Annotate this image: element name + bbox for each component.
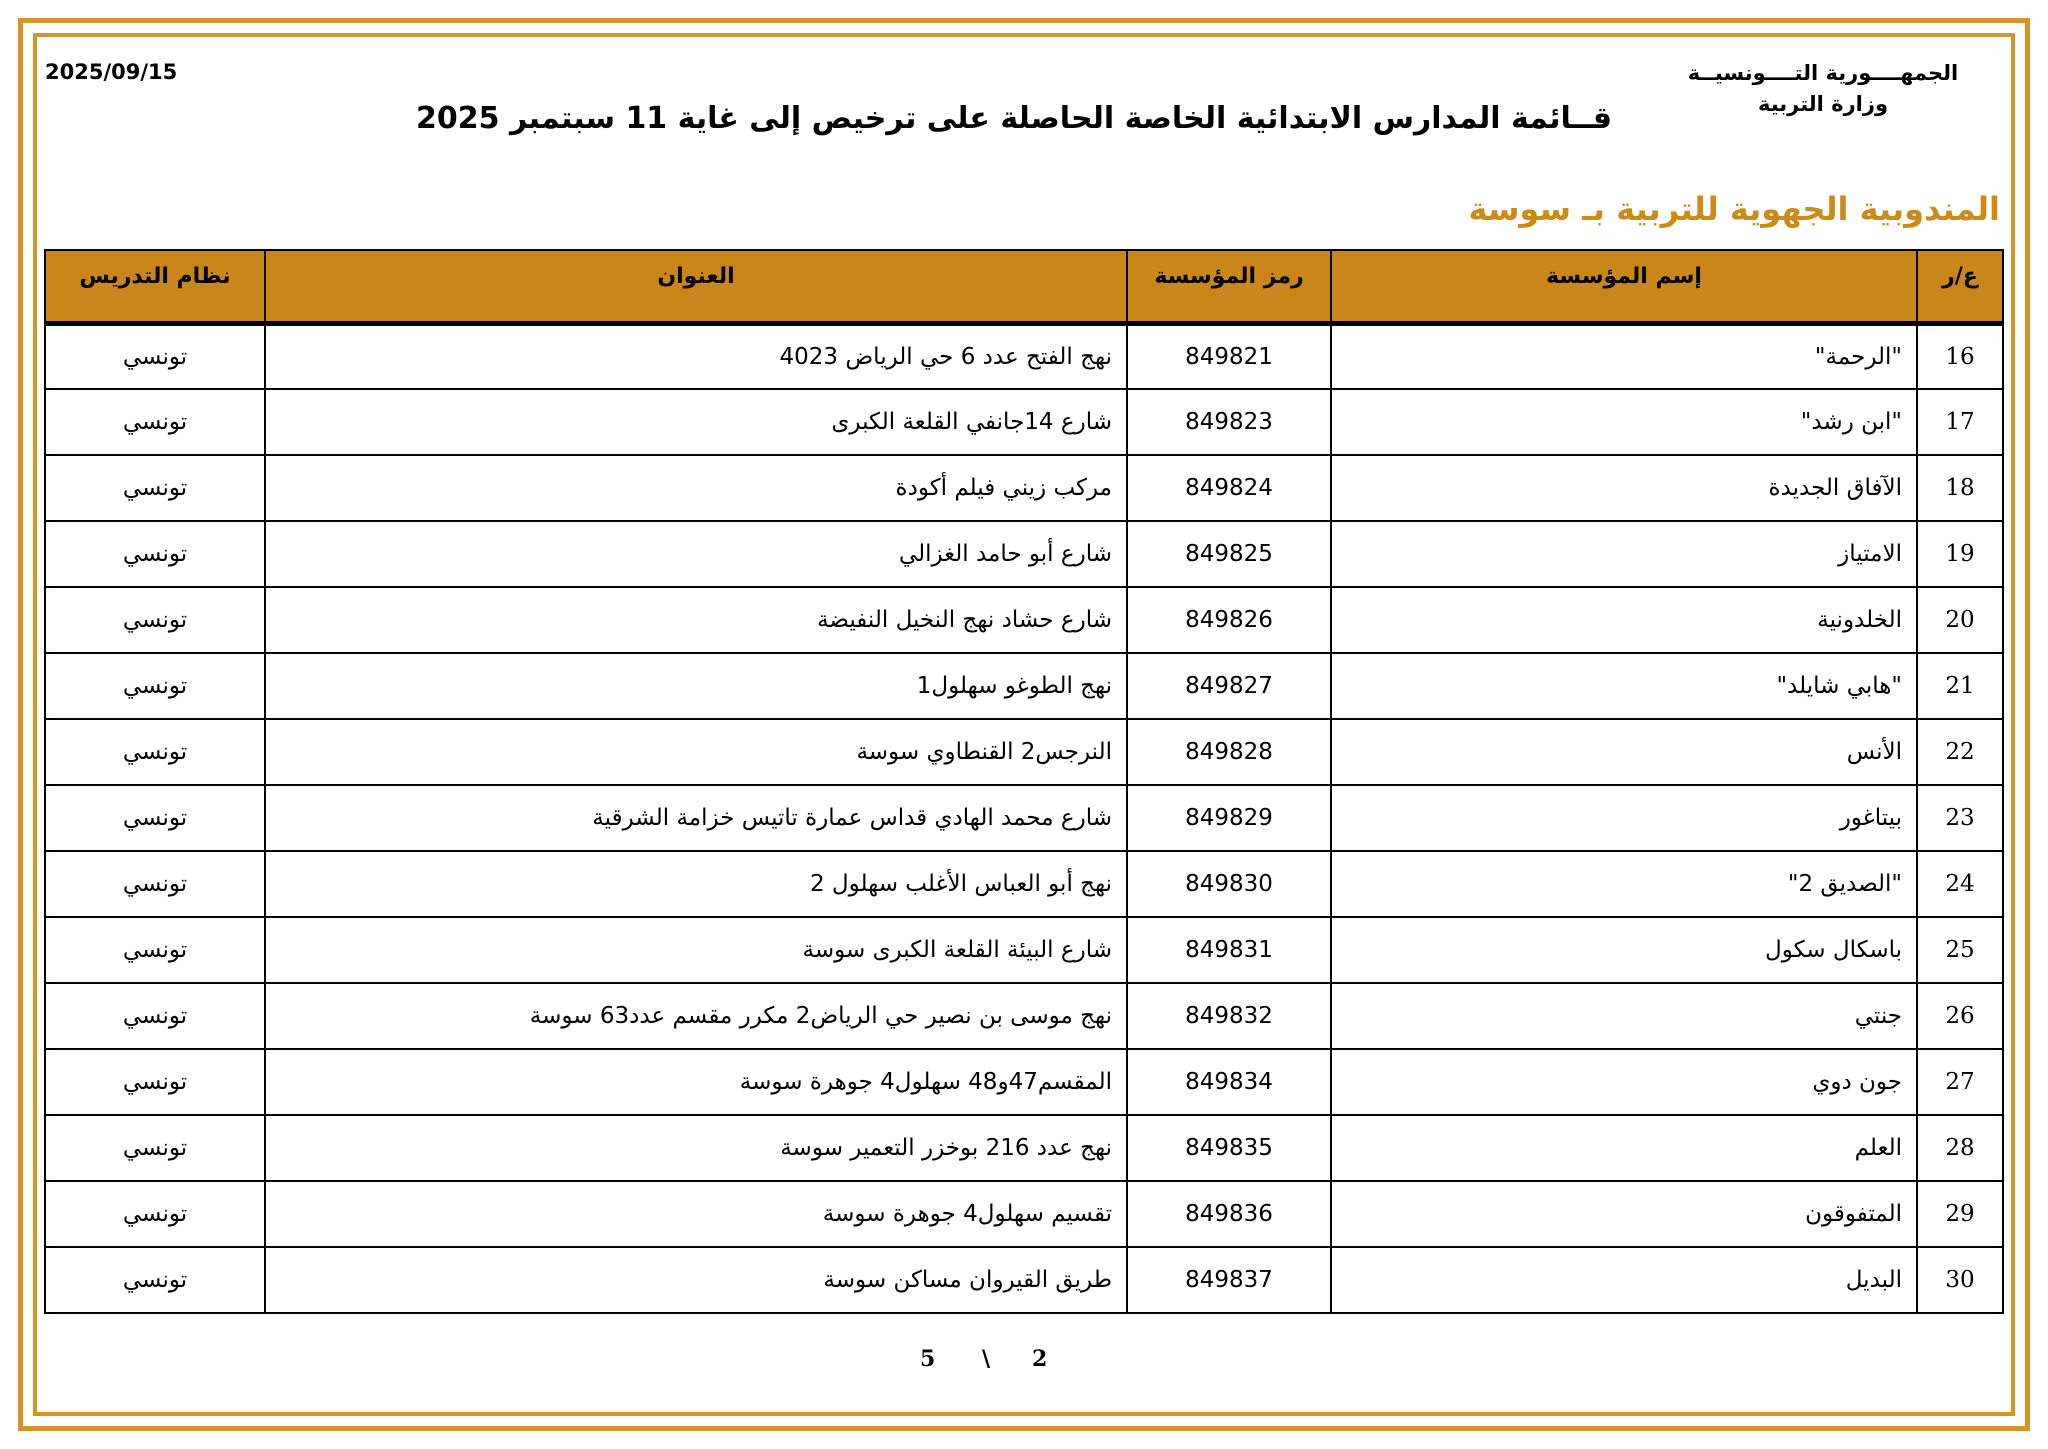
- table-row: [45, 851, 2003, 917]
- cell-system: تونسي: [45, 1049, 265, 1115]
- cell-name: الآفاق الجديدة: [1331, 455, 1917, 521]
- cell-code: 849830: [1127, 851, 1331, 917]
- cell-num: 28: [1917, 1115, 2003, 1181]
- cell-address: مركب زيني فيلم أكودة: [265, 455, 1127, 521]
- column-header-code: رمز المؤسسة: [1127, 250, 1331, 323]
- cell-code: 849827: [1127, 653, 1331, 719]
- table-row: [45, 323, 2003, 389]
- page-separator: \: [982, 1346, 991, 1372]
- cell-system: تونسي: [45, 1181, 265, 1247]
- table-row: [45, 1181, 2003, 1247]
- cell-system: تونسي: [45, 455, 265, 521]
- cell-name: بيتاغور: [1331, 785, 1917, 851]
- page-number: [900, 1346, 1100, 1376]
- table-row: [45, 653, 2003, 719]
- column-header-address: العنوان: [265, 250, 1127, 323]
- cell-name: جنتي: [1331, 983, 1917, 1049]
- cell-name: "الرحمة": [1331, 323, 1917, 389]
- cell-system: تونسي: [45, 851, 265, 917]
- cell-name: "هابي شايلد": [1331, 653, 1917, 719]
- cell-code: 849832: [1127, 983, 1331, 1049]
- cell-system: تونسي: [45, 1115, 265, 1181]
- cell-code: 849821: [1127, 323, 1331, 389]
- cell-name: "ابن رشد": [1331, 389, 1917, 455]
- table-row: [45, 1049, 2003, 1115]
- cell-system: تونسي: [45, 917, 265, 983]
- cell-num: 24: [1917, 851, 2003, 917]
- cell-address: نهج أبو العباس الأغلب سهلول 2: [265, 851, 1127, 917]
- cell-system: تونسي: [45, 719, 265, 785]
- cell-address: طريق القيروان مساكن سوسة: [265, 1247, 1127, 1313]
- cell-address: نهج عدد 216 بوخزر التعمير سوسة: [265, 1115, 1127, 1181]
- cell-name: الخلدونية: [1331, 587, 1917, 653]
- cell-address: شارع حشاد نهج النخيل النفيضة: [265, 587, 1127, 653]
- cell-code: 849828: [1127, 719, 1331, 785]
- cell-address: شارع أبو حامد الغزالي: [265, 521, 1127, 587]
- cell-system: تونسي: [45, 653, 265, 719]
- cell-code: 849835: [1127, 1115, 1331, 1181]
- cell-system: تونسي: [45, 785, 265, 851]
- column-header-name: إسم المؤسسة: [1331, 250, 1917, 323]
- cell-num: 16: [1917, 323, 2003, 389]
- column-header-system: نظام التدريس: [45, 250, 265, 323]
- cell-code: 849831: [1127, 917, 1331, 983]
- cell-code: 849829: [1127, 785, 1331, 851]
- region-heading: المندوبية الجهوية للتربية بـ سوسة: [1468, 190, 2000, 228]
- cell-code: 849826: [1127, 587, 1331, 653]
- cell-name: المتفوقون: [1331, 1181, 1917, 1247]
- table-row: [45, 389, 2003, 455]
- cell-system: تونسي: [45, 389, 265, 455]
- table-row: [45, 719, 2003, 785]
- cell-system: تونسي: [45, 983, 265, 1049]
- page-total: 5: [920, 1346, 936, 1372]
- table-row: [45, 587, 2003, 653]
- cell-code: 849834: [1127, 1049, 1331, 1115]
- table-row: [45, 521, 2003, 587]
- cell-system: تونسي: [45, 587, 265, 653]
- ministry-name: وزارة التربية: [1757, 92, 1889, 116]
- cell-name: الأنس: [1331, 719, 1917, 785]
- cell-name: العلم: [1331, 1115, 1917, 1181]
- cell-name: "الصديق 2": [1331, 851, 1917, 917]
- cell-num: 17: [1917, 389, 2003, 455]
- cell-name: باسكال سكول: [1331, 917, 1917, 983]
- cell-address: نهج الطوغو سهلول1: [265, 653, 1127, 719]
- cell-system: تونسي: [45, 521, 265, 587]
- table-row: [45, 785, 2003, 851]
- cell-num: 20: [1917, 587, 2003, 653]
- cell-num: 27: [1917, 1049, 2003, 1115]
- cell-system: تونسي: [45, 323, 265, 389]
- document-title: قــائمة المدارس الابتدائية الخاصة الحاصلة على ترخيص إلى غاية 11 سبتمبر 2025: [416, 101, 1612, 136]
- document-date: 2025/09/15: [45, 60, 178, 84]
- table-row: [45, 1115, 2003, 1181]
- cell-num: 21: [1917, 653, 2003, 719]
- column-header-num: ع/ر: [1917, 250, 2003, 323]
- cell-num: 26: [1917, 983, 2003, 1049]
- cell-num: 18: [1917, 455, 2003, 521]
- cell-address: شارع محمد الهادي قداس عمارة تاتيس خزامة الشرقية: [265, 785, 1127, 851]
- cell-num: 22: [1917, 719, 2003, 785]
- cell-address: النرجس2 القنطاوي سوسة: [265, 719, 1127, 785]
- cell-code: 849836: [1127, 1181, 1331, 1247]
- cell-name: الامتياز: [1331, 521, 1917, 587]
- cell-address: شارع البيئة القلعة الكبرى سوسة: [265, 917, 1127, 983]
- table-row: [45, 917, 2003, 983]
- cell-name: البديل: [1331, 1247, 1917, 1313]
- cell-code: 849825: [1127, 521, 1331, 587]
- cell-num: 30: [1917, 1247, 2003, 1313]
- cell-address: شارع 14جانفي القلعة الكبرى: [265, 389, 1127, 455]
- republic-name: الجمهــــورية التــــونسيــة: [1687, 61, 1959, 85]
- cell-num: 19: [1917, 521, 2003, 587]
- cell-num: 23: [1917, 785, 2003, 851]
- cell-name: جون دوي: [1331, 1049, 1917, 1115]
- table-row: [45, 1247, 2003, 1313]
- schools-table: [44, 249, 2004, 1314]
- table-row: [45, 455, 2003, 521]
- page-current: 2: [1032, 1346, 1048, 1372]
- cell-system: تونسي: [45, 1247, 265, 1313]
- cell-num: 25: [1917, 917, 2003, 983]
- table-row: [45, 983, 2003, 1049]
- cell-address: نهج الفتح عدد 6 حي الرياض 4023: [265, 323, 1127, 389]
- cell-num: 29: [1917, 1181, 2003, 1247]
- cell-code: 849837: [1127, 1247, 1331, 1313]
- cell-address: تقسيم سهلول4 جوهرة سوسة: [265, 1181, 1127, 1247]
- cell-address: نهج موسى بن نصير حي الرياض2 مكرر مقسم عدد63 سوسة: [265, 983, 1127, 1049]
- cell-code: 849824: [1127, 455, 1331, 521]
- table-header-row: [45, 250, 2003, 323]
- cell-code: 849823: [1127, 389, 1331, 455]
- cell-address: المقسم47و48 سهلول4 جوهرة سوسة: [265, 1049, 1127, 1115]
